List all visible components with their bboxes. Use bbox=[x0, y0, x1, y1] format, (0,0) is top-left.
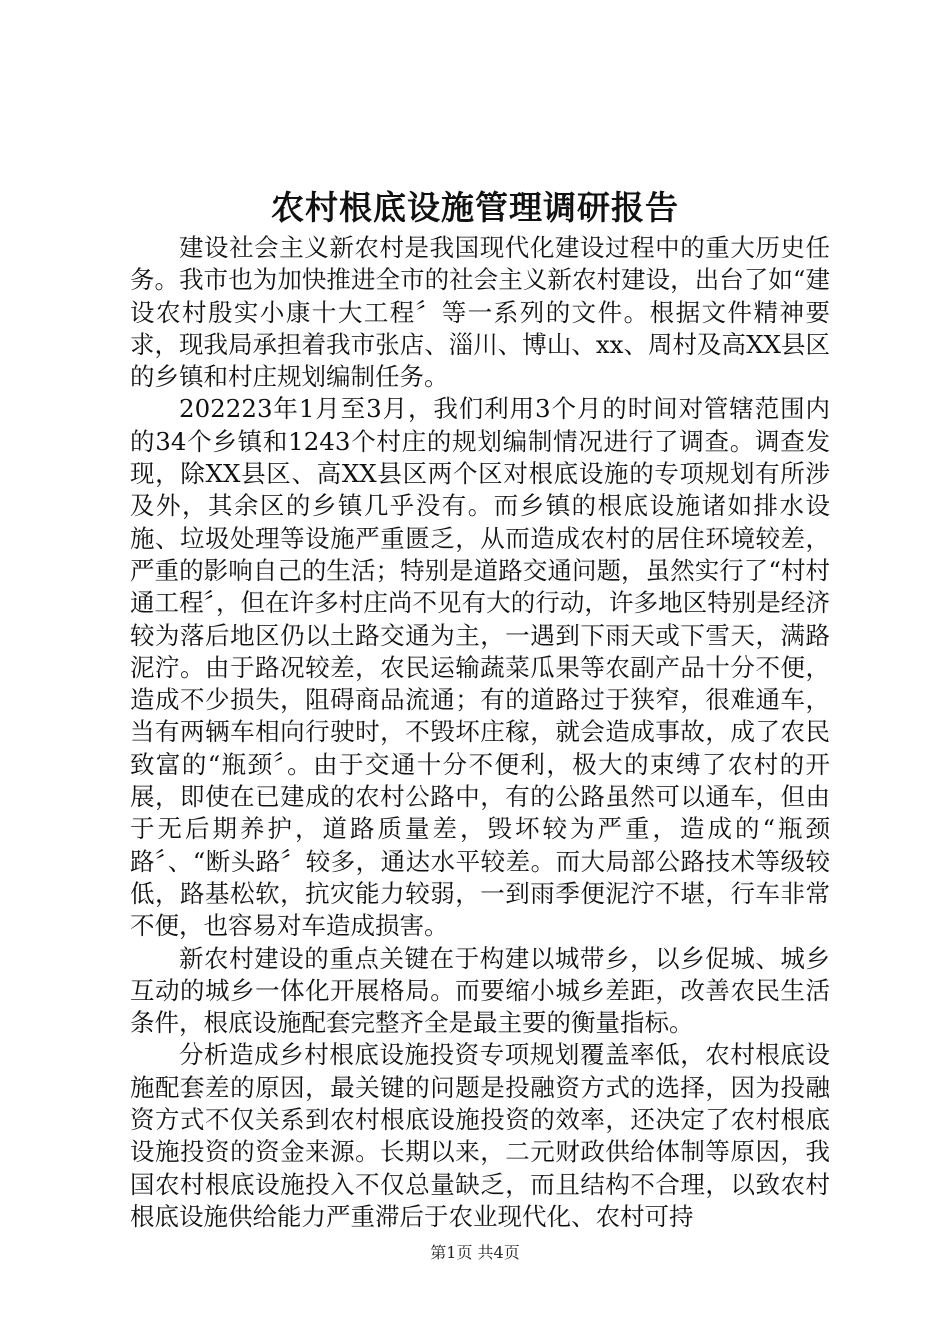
page-footer: 第1页 共4页 bbox=[430, 1243, 520, 1262]
paragraph-2: 202223年1月至3月，我们利用3个月的时间对管辖范围内的34个乡镇和1243个村庄的规划编制情况进行了调查。调查发现，除XX县区、高XX县区两个区对根底设施的专项规划有所涉及外，其余区的乡镇几乎没有。而乡镇的根底设施诸如排水设施、垃圾处理等设施严重匮乏，从而造成农村的居住环境较差，严重的影响自己的生活；特别是道路交通问题，虽然实行了“村村通工程〞，但在许多村庄尚不见有大的行动，许多地区特别是经济较为落后地区仍以土路交通为主，一遇到下雨天或下雪天，满路泥泞。由于路况较差，农民运输蔬菜瓜果等农副产品十分不便，造成不少损失，阻碍商品流通；有的道路过于狭窄，很难通车，当有两辆车相向行驶时，不毁坏庄稼，就会造成事故，成了农民致富的“瓶颈〞。由于交通十分不便利，极大的束缚了农村的开展，即使在已建成的农村公路中，有的公路虽然可以通车，但由于无后期养护，道路质量差，毁坏较为严重，造成的“瓶颈路〞、“断头路〞较多，通达水平较差。而大局部公路技术等级较低，路基松软，抗灾能力较弱，一到雨季便泥泞不堪，行车非常不便，也容易对车造成损害。 bbox=[130, 394, 830, 941]
document-body bbox=[130, 232, 830, 1233]
paragraph-3: 新农村建设的重点关键在于构建以城带乡，以乡促城、城乡互动的城乡一体化开展格局。而要缩小城乡差距，改善农民生活条件，根底设施配套完整齐全是最主要的衡量指标。 bbox=[130, 943, 830, 1038]
document-title: 农村根底设施管理调研报告 bbox=[271, 188, 679, 227]
paragraph-4: 分析造成乡村根底设施投资专项规划覆盖率低，农村根底设施配套差的原因，最关键的问题是投融资方式的选择，因为投融资方式不仅关系到农村根底设施投资的效率，还决定了农村根底设施投资的资金来源。长期以来，二元财政供给体制等原因，我国农村根底设施投入不仅总量缺乏，而且结构不合理，以致农村根底设施供给能力严重滞后于农业现代化、农村可持 bbox=[130, 1040, 830, 1231]
paragraph-1: 建设社会主义新农村是我国现代化建设过程中的重大历史任务。我市也为加快推进全市的社会主义新农村建设，出台了如“建设农村殷实小康十大工程〞等一系列的文件。根据文件精神要求，现我局承担着我市张店、淄川、博山、xx、周村及高XX县区的乡镇和村庄规划编制任务。 bbox=[130, 233, 830, 392]
